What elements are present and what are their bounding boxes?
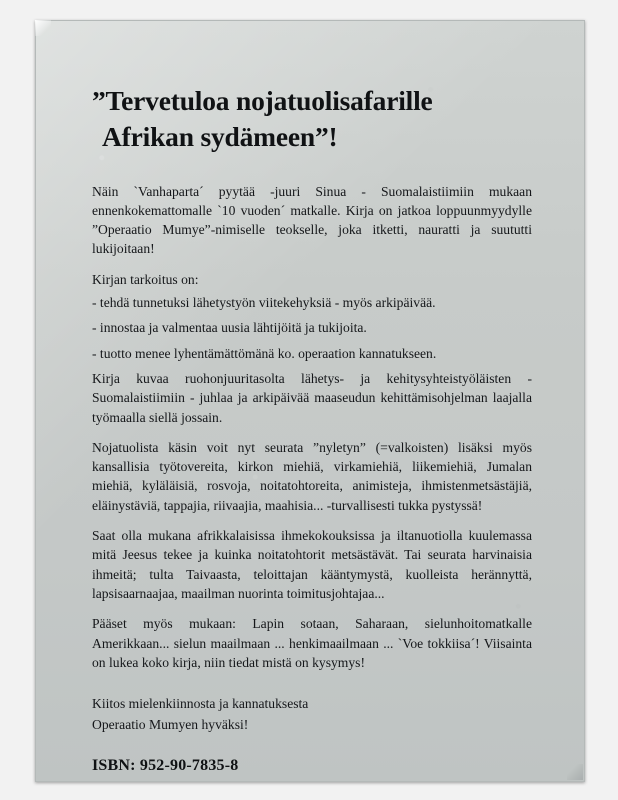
purpose-bullet-1: - tehdä tunnetuksi lähetystyön viitekehyksiä - myös arkipäivää. (92, 295, 436, 311)
purpose-bullet-3: - tuotto menee lyhentämättömänä ko. operaation kannatukseen. (92, 345, 437, 361)
blurb-paragraph-3: Nojatuolista käsin voit nyt seurata ”nyletyn” (=valkoisten) lisäksi myös kansallisia työtovereita, kirkon miehiä, virkamiehiä, liikemiehiä, Jumalan miehiä, kyläläisiä, rosvoja, noitatohtoreita, animisteja, ihmistenmetsästäjiä, eläinystäviä, tappajia, riivaajia, maahisia... -turvallisesti tukka pystyssä! (92, 439, 532, 513)
blurb-paragraph-4: Saat olla mukana afrikkalaisissa ihmekokouksissa ja iltanuotiolla kuulemassa mitä Jeesus tekee ja kuinka noitatohtorit metsästävät. Tai seurata harvinaisia ihmeitä; tulta Taivaasta, teloittajan kääntymystä, kuolleista herännyttä, lapsisaarnaajaa, maailman nuorinta toimitusjohtajaa... (92, 528, 532, 601)
closing-line-1: Kiitos mielenkiinnosta ja kannatuksesta (92, 696, 309, 712)
purpose-bullet-2: - innostaa ja valmentaa uusia lähtijöitä ja tukijoita. (92, 320, 367, 336)
blurb-paragraph-2: Kirja kuvaa ruohonjuuritasolta lähetys- ja kehitysyhteistyöläisten - Suomalaistiimiin - juhlaa ja arkipäivää maaseudun kehittämisohjelman laajalla työmaalla siellä jossain. (92, 370, 532, 425)
isbn-text: ISBN: 952-90-7835-8 (92, 756, 239, 774)
closing-block (92, 694, 532, 734)
title-line-2: Afrikan sydämeen”! (102, 121, 338, 153)
book-back-cover (35, 20, 585, 782)
cover-content (36, 21, 584, 781)
blurb-paragraph-1: Näin `Vanhaparta´ pyytää -juuri Sinua - Suomalaistiimiin mukaan ennenkokemattomalle `10 vuoden´ matkalle. Kirja on jatkoa loppuunmyydylle ”Operaatio Mumye”-nimiselle teokselle, joka itketti, nauratti ja suututti lukijoitaan! (92, 183, 532, 257)
blurb-paragraph-5: Pääset myös mukaan: Lapin sotaan, Saharaan, sielunhoitomatkalle Amerikkaan... sielun maailmaan ... henkimaailmaan ... `Voe tokkiisa´! Viisainta on lukea koko kirja, niin tiedat mistä on kysymys! (92, 616, 532, 670)
purpose-heading: Kirjan tarkoitus on: (92, 271, 199, 287)
closing-line-2: Operaatio Mumyen hyväksi! (92, 716, 249, 732)
title-line-1: ”Tervetuloa nojatuolisafarille (92, 85, 433, 116)
page-title (92, 83, 532, 156)
